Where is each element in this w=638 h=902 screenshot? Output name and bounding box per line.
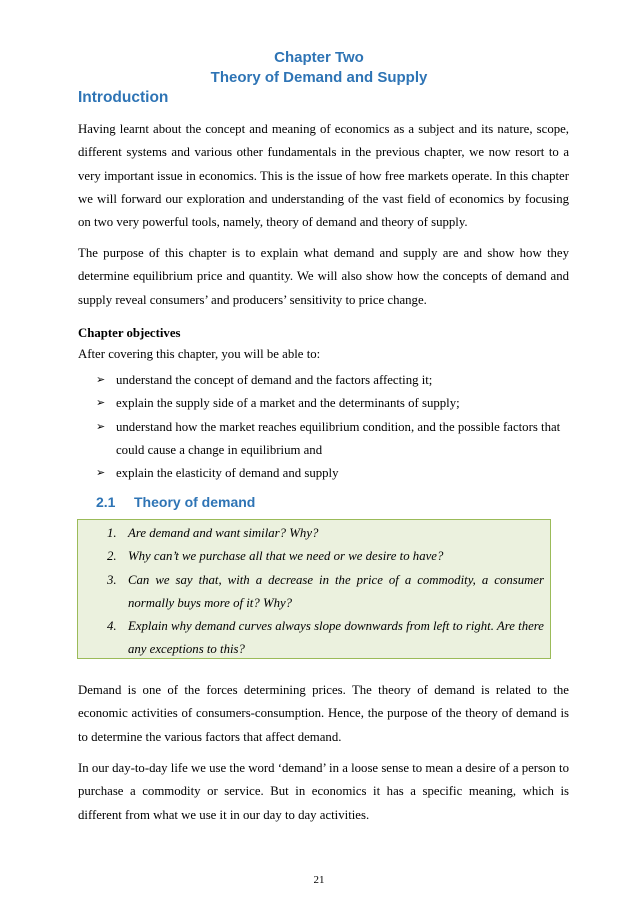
objective-item bbox=[96, 369, 571, 392]
objective-item bbox=[96, 416, 571, 463]
question-text: Explain why demand curves always slope downwards from left to right. Are there any exceptions to this? bbox=[128, 619, 544, 657]
objective-item bbox=[96, 392, 571, 415]
question-number: 2. bbox=[107, 549, 117, 564]
arrow-bullet-icon: ➢ bbox=[96, 420, 106, 433]
objectives-list bbox=[96, 369, 571, 485]
section-heading bbox=[96, 494, 255, 510]
objective-item bbox=[96, 462, 571, 485]
introduction-heading: Introduction bbox=[78, 89, 169, 106]
intro-paragraph-1: Having learnt about the concept and meaning of economics as a subject and its nature, scope, different systems and various other fundamentals in the previous chapter, we now resort to a very important issue in economics. This is the issue of how free markets operate. In this chapter we will forward our exploration and understanding of the vast field of economics by focusing on two very powerful tools, namely, theory of demand and theory of supply. bbox=[78, 122, 569, 230]
review-questions-box bbox=[77, 519, 551, 659]
question-item bbox=[107, 545, 544, 568]
objective-text: explain the supply side of a market and the determinants of supply; bbox=[116, 396, 460, 411]
question-number: 1. bbox=[107, 526, 117, 540]
question-item bbox=[107, 569, 544, 616]
arrow-bullet-icon: ➢ bbox=[96, 397, 106, 410]
page-number: 21 bbox=[313, 874, 325, 886]
intro-paragraph-2: The purpose of this chapter is to explain what demand and supply are and show how they determine equilibrium price and quantity. We will also show how the concepts of demand and supply reveal consumers’ and producers’ sensitivity to price change. bbox=[78, 246, 569, 307]
question-text: Can we say that, with a decrease in the price of a commodity, a consumer normally buys more of it? Why? bbox=[128, 572, 544, 610]
arrow-bullet-icon: ➢ bbox=[96, 467, 106, 480]
question-text: Why can’t we purchase all that we need or we desire to have? bbox=[128, 549, 444, 564]
question-number: 4. bbox=[107, 619, 117, 634]
arrow-bullet-icon: ➢ bbox=[96, 374, 106, 386]
section-title: Theory of demand bbox=[134, 494, 256, 510]
objective-text: understand how the market reaches equilibrium condition, and the possible factors that could cause a change in equilibrium and bbox=[116, 419, 561, 457]
objective-text: understand the concept of demand and the factors affecting it; bbox=[116, 373, 433, 387]
demand-paragraph-2: In our day-to-day life we use the word ‘demand’ in a loose sense to mean a desire of a person to purchase a commodity or service. But in economics it has a specific meaning, which is different from what we use it in our day to day activities. bbox=[78, 761, 569, 822]
review-questions-list bbox=[107, 522, 544, 662]
question-number: 3. bbox=[107, 572, 117, 587]
chapter-title: Theory of Demand and Supply bbox=[210, 69, 428, 86]
objectives-intro: After covering this chapter, you will be able to: bbox=[78, 347, 321, 361]
demand-paragraph-1: Demand is one of the forces determining prices. The theory of demand is related to the economic activities of consumers-consumption. Hence, the purpose of the theory of demand is to determine the various factors that affect demand. bbox=[78, 683, 569, 744]
chapter-number: Chapter Two bbox=[274, 49, 364, 66]
question-text: Are demand and want similar? Why? bbox=[128, 526, 319, 540]
question-item bbox=[107, 522, 544, 545]
question-item bbox=[107, 615, 544, 662]
objective-text: explain the elasticity of demand and supply bbox=[116, 466, 339, 481]
section-number: 2.1 bbox=[96, 494, 116, 510]
objectives-heading: Chapter objectives bbox=[78, 326, 181, 340]
